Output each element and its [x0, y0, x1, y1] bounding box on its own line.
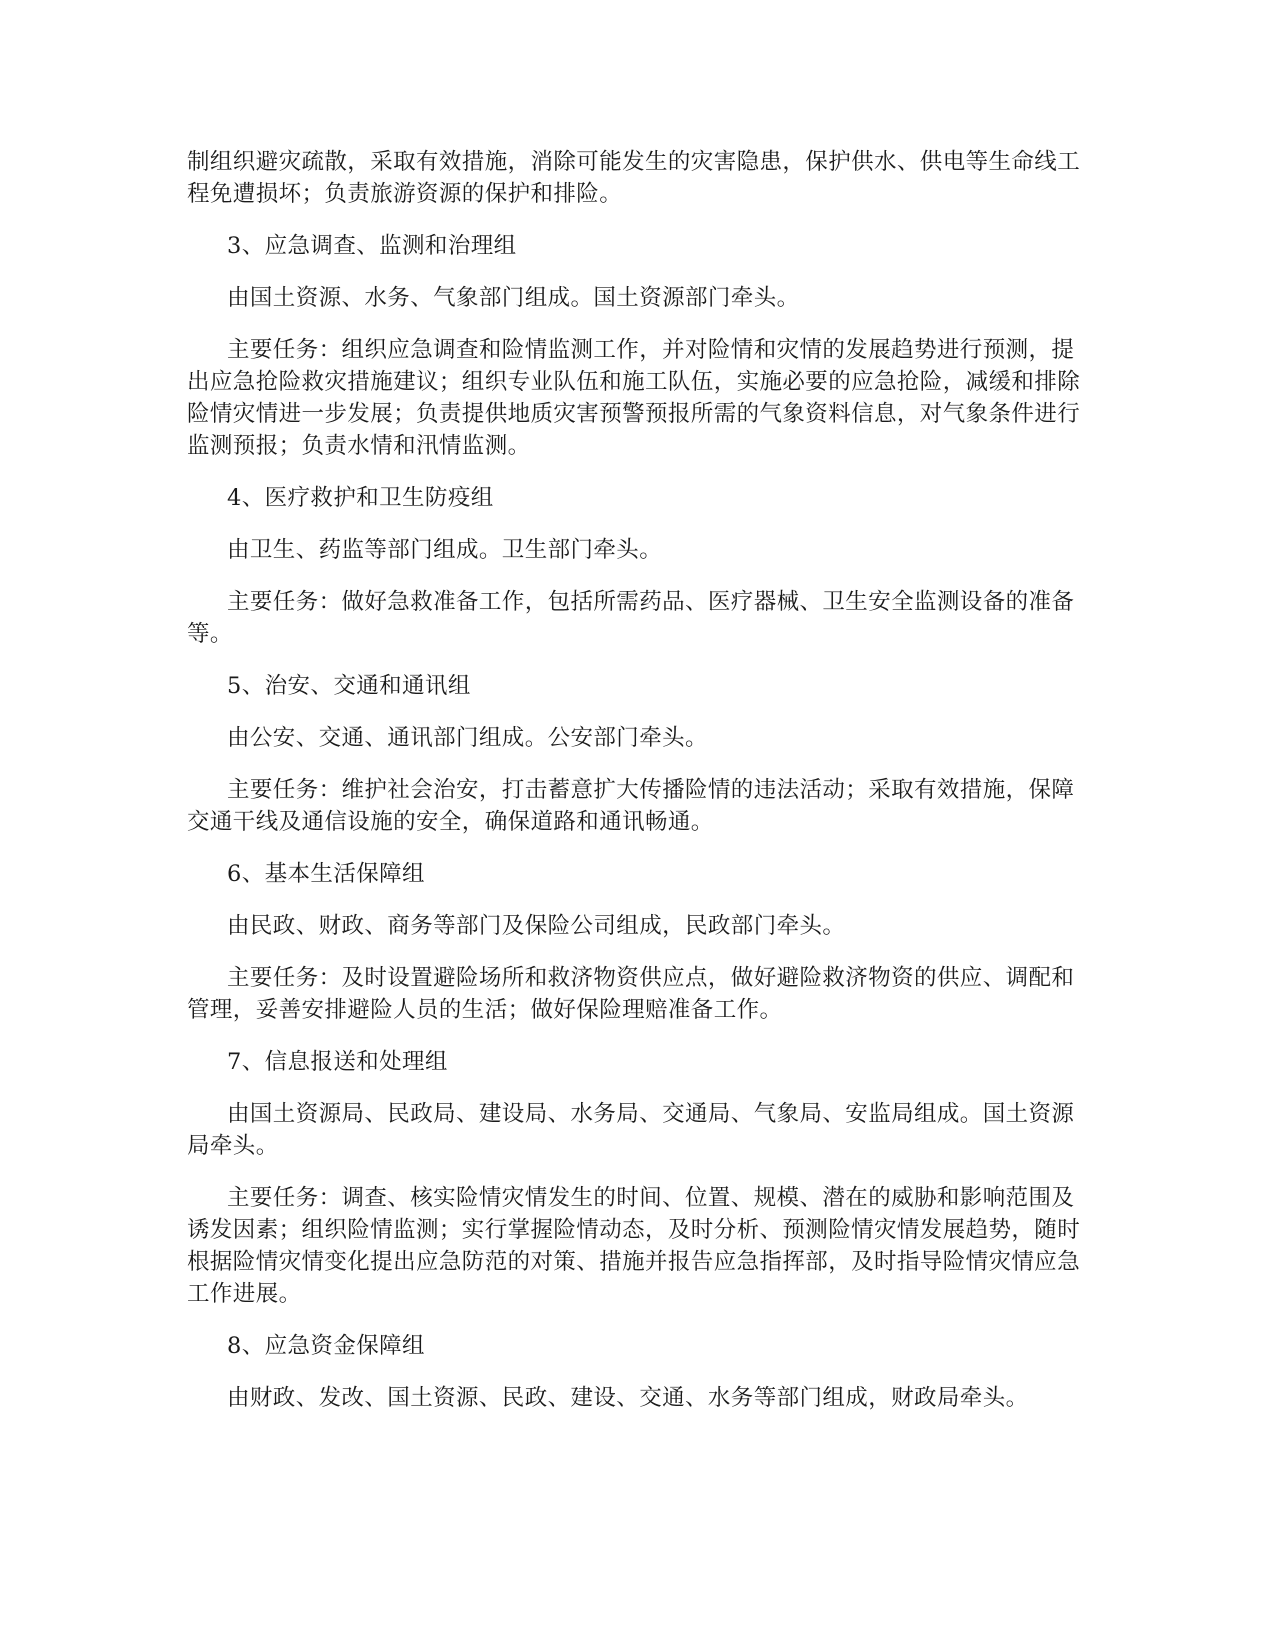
section-6-composition: 由民政、财政、商务等部门及保险公司组成，民政部门牵头。	[227, 913, 846, 939]
section-8-composition: 由财政、发改、国土资源、民政、建设、交通、水务等部门组成，财政局牵头。	[227, 1385, 1029, 1411]
section-7-composition: 由国土资源局、民政局、建设局、水务局、交通局、气象局、安监局组成。国土资源局牵头。	[187, 1101, 1075, 1159]
section-heading-6: 6、基本生活保障组	[227, 861, 425, 887]
section-heading-7: 7、信息报送和处理组	[227, 1049, 448, 1075]
section-heading-5: 5、治安、交通和通讯组	[227, 673, 471, 699]
section-4-composition: 由卫生、药监等部门组成。卫生部门牵头。	[227, 537, 663, 563]
document-body	[187, 146, 1087, 1434]
section-5-tasks: 主要任务：维护社会治安，打击蓄意扩大传播险情的违法活动；采取有效措施，保障交通干线及通信设施的安全，确保道路和通讯畅通。	[187, 777, 1075, 835]
section-6-tasks: 主要任务：及时设置避险场所和救济物资供应点，做好避险救济物资的供应、调配和管理，妥善安排避险人员的生活；做好保险理赔准备工作。	[187, 965, 1075, 1023]
section-heading-4: 4、医疗救护和卫生防疫组	[227, 485, 494, 511]
section-heading-8: 8、应急资金保障组	[227, 1333, 425, 1359]
paragraph-continuation: 制组织避灾疏散，采取有效措施，消除可能发生的灾害隐患，保护供水、供电等生命线工程免遭损坏；负责旅游资源的保护和排险。	[187, 149, 1081, 207]
section-3-tasks: 主要任务：组织应急调查和险情监测工作，并对险情和灾情的发展趋势进行预测，提出应急抢险救灾措施建议；组织专业队伍和施工队伍，实施必要的应急抢险，减缓和排除险情灾情进一步发展；负责提供地质灾害预警预报所需的气象资料信息，对气象条件进行监测预报；负责水情和汛情监测。	[187, 337, 1081, 459]
section-4-tasks: 主要任务：做好急救准备工作，包括所需药品、医疗器械、卫生安全监测设备的准备等。	[187, 589, 1075, 647]
section-3-composition: 由国土资源、水务、气象部门组成。国土资源部门牵头。	[227, 285, 800, 311]
section-heading-3: 3、应急调查、监测和治理组	[227, 233, 517, 259]
section-7-tasks: 主要任务：调查、核实险情灾情发生的时间、位置、规模、潜在的威胁和影响范围及诱发因素；组织险情监测；实行掌握险情动态，及时分析、预测险情灾情发展趋势，随时根据险情灾情变化提出应急防范的对策、措施并报告应急指挥部，及时指导险情灾情应急工作进展。	[187, 1185, 1081, 1307]
section-5-composition: 由公安、交通、通讯部门组成。公安部门牵头。	[227, 725, 708, 751]
